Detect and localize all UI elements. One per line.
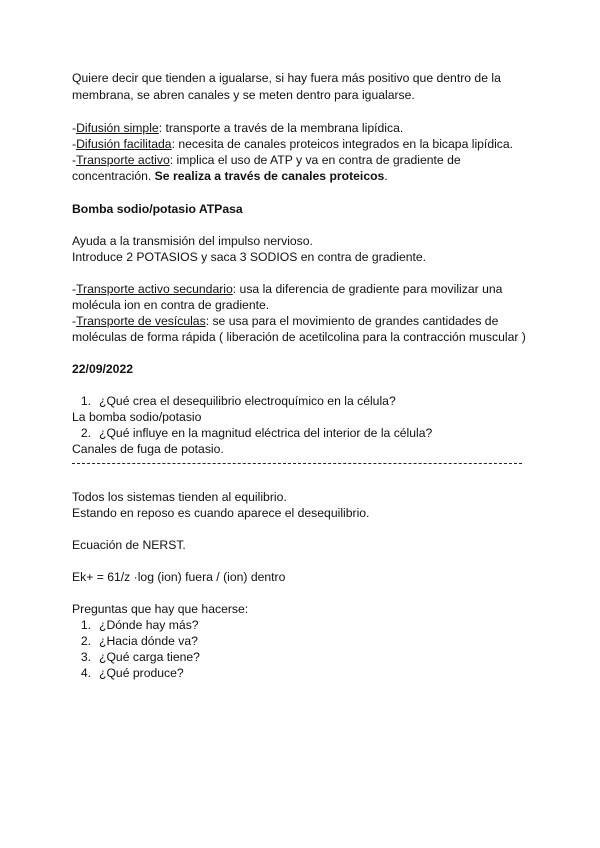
list-number: 3. — [80, 650, 91, 664]
paragraph-line: molécula ion en contra de gradiente. — [72, 298, 270, 312]
answer-text: La bomba sodio/potasio — [72, 410, 202, 424]
paragraph-line: Estando en reposo es cuando aparece el desequilibrio. — [72, 506, 370, 520]
list-item — [72, 665, 184, 681]
dash: - — [72, 153, 77, 167]
continuation-text: concentración. — [72, 169, 155, 183]
list-number: 2. — [80, 634, 91, 648]
list-text: ¿Qué produce? — [99, 666, 184, 680]
list-number: 1. — [80, 618, 91, 632]
transport-item-vesiculas — [72, 313, 498, 329]
term-transporte-secundario: Transporte activo secundario — [76, 282, 233, 296]
period: . — [384, 169, 388, 183]
term-transporte-activo: Transporte activo — [76, 153, 170, 167]
list-text: ¿Hacia dónde va? — [99, 634, 198, 648]
transport-activo-continuation — [72, 168, 388, 184]
definition-text: : necesita de canales proteicos integrados en la bicapa lipídica. — [171, 137, 514, 151]
paragraph-line: Introduce 2 POTASIOS y saca 3 SODIOS en contra de gradiente. — [72, 250, 427, 264]
list-item — [72, 649, 200, 665]
nerst-title: Ecuación de NERST. — [72, 538, 186, 552]
definition-text: : transporte a través de la membrana lipídica. — [158, 121, 404, 135]
dash: - — [72, 121, 77, 135]
bold-emphasis: Se realiza a través de canales proteicos — [154, 169, 385, 183]
question-text: ¿Qué influye en la magnitud eléctrica del interior de la célula? — [99, 426, 433, 440]
list-item — [72, 617, 199, 633]
term-difusion-simple: Difusión simple — [76, 121, 159, 135]
term-difusion-facilitada: Difusión facilitada — [76, 137, 172, 151]
list-number: 2. — [80, 426, 91, 440]
answer-text: Canales de fuga de potasio. — [72, 442, 224, 456]
horizontal-divider — [72, 463, 522, 464]
transport-item-difusion-facilitada — [72, 136, 513, 152]
list-item-question-2 — [72, 425, 432, 441]
paragraph-line: Ayuda a la transmisión del impulso nervioso. — [72, 234, 313, 248]
definition-text: : usa la diferencia de gradiente para movilizar una — [232, 282, 503, 296]
paragraph-line: moléculas de forma rápida ( liberación de acetilcolina para la contracción muscular ) — [72, 330, 526, 344]
transport-item-difusion-simple — [72, 120, 403, 136]
list-text: ¿Qué carga tiene? — [99, 650, 200, 664]
paragraph-line: membrana, se abren canales y se meten dentro para igualarse. — [72, 88, 415, 102]
list-item — [72, 633, 198, 649]
date-heading: 22/09/2022 — [72, 362, 133, 376]
paragraph-line: Quiere decir que tienden a igualarse, si hay fuera más positivo que dentro de la — [72, 71, 501, 85]
section-heading-bomba: Bomba sodio/potasio ATPasa — [72, 202, 243, 216]
dash: - — [72, 137, 77, 151]
nerst-formula: Ek+ = 61/z ·log (ion) fuera / (ion) dentro — [72, 570, 286, 584]
preguntas-title: Preguntas que hay que hacerse: — [72, 602, 249, 616]
list-number: 1. — [80, 394, 91, 408]
transport-item-transporte-activo — [72, 152, 461, 168]
list-item-question-1 — [72, 393, 396, 409]
dash: - — [72, 314, 77, 328]
term-transporte-vesiculas: Transporte de vesículas — [76, 314, 206, 328]
transport-item-secundario — [72, 281, 502, 297]
definition-text: : se usa para el movimiento de grandes cantidades de — [205, 314, 499, 328]
dash: - — [72, 282, 77, 296]
list-text: ¿Dónde hay más? — [99, 618, 199, 632]
definition-text: : implica el uso de ATP y va en contra de gradiente de — [169, 153, 461, 167]
paragraph-line: Todos los sistemas tienden al equilibrio. — [72, 490, 287, 504]
list-number: 4. — [80, 666, 91, 680]
question-text: ¿Qué crea el desequilibrio electroquímico en la célula? — [99, 394, 396, 408]
